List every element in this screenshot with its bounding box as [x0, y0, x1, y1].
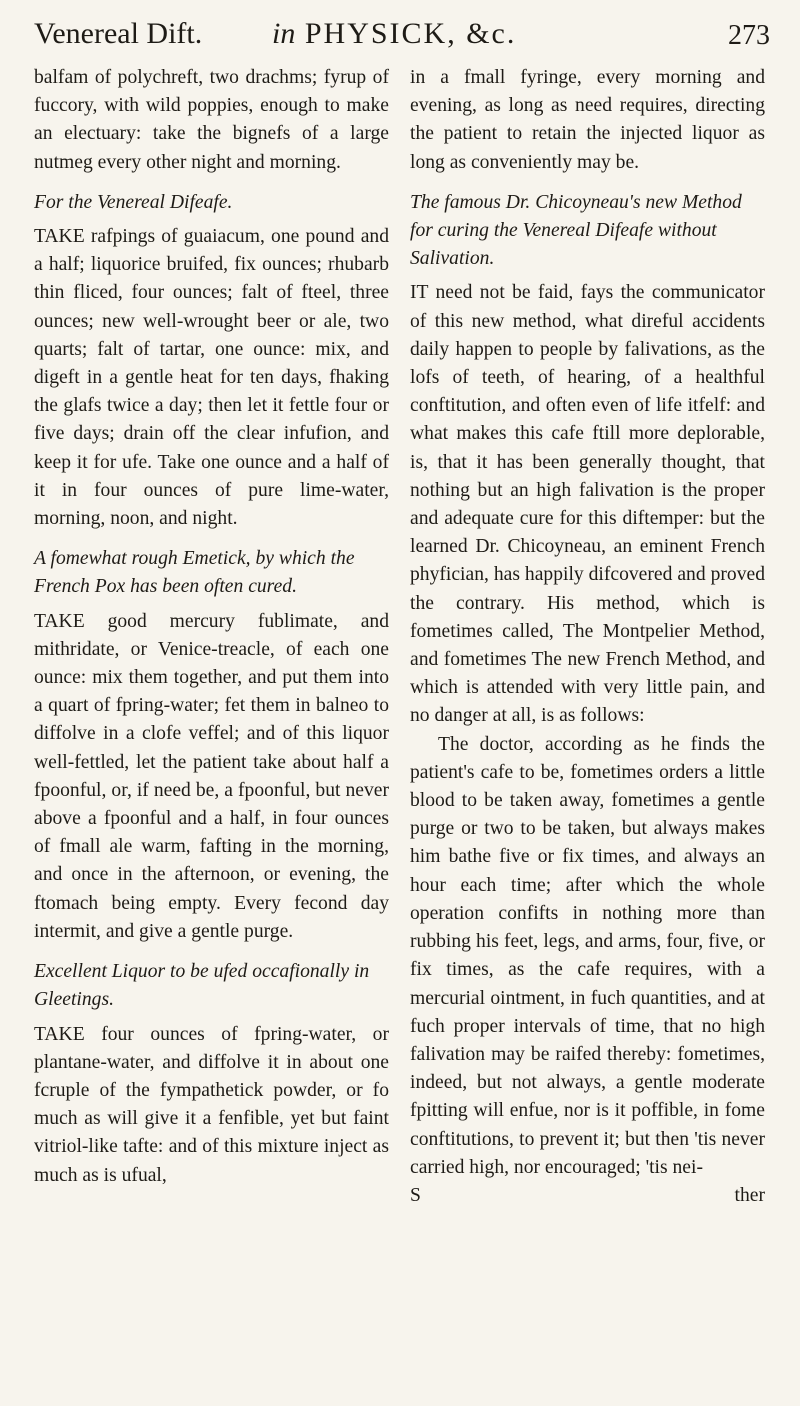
right-column [410, 64, 765, 1210]
running-head-section-text: PHYSICK, &c. [304, 17, 517, 50]
running-head [34, 14, 770, 54]
signature-mark: S [410, 1184, 421, 1206]
page-number: 273 [728, 20, 770, 51]
left-column [34, 64, 389, 1190]
method-procedure-text: The doctor, according as he finds the patient's cafe to be, fometimes orders a little blood to be taken away, fometimes a gentle purge or two to be taken, but always makes him bathe five or fix times, and always an hour each time; after which the whole operation confifts in nothing more than rubbing his feet, legs, and arms, four, five, or fix times, as the cafe requires, with a mercurial ointment, in fuch quantities, and at fuch proper intervals of time, that no high falivation may be raifed thereby: fometimes, indeed, but not always, a gentle moderate fpitting will enfue, nor is it poffible, in fome conftitutions, to prevent it; but then 'tis never carried high, nor encouraged; 'tis nei- [410, 733, 765, 1178]
method-heading-chicoyneau: The famous Dr. Chicoyneau's new Method for curing the Venereal Difeafe without Salivation. [410, 191, 742, 270]
method-intro-text: IT need not be faid, fays the communicator of this new method, what direful accidents daily happen to people by falivations, as the lofs of teeth, of hearing, of a healthful conftitution, and often even of life itfelf: and what makes this cafe ftill more deplorable, is, that it has been generally thought, that nothing but an high falivation is the proper and adequate cure for this diftemper: but the learned Dr. Chicoyneau, an eminent French phyfician, has happily difcovered and proved the contrary. His method, which is fometimes called, The Montpelier Method, and fometimes The new French Method, and which is attended with very little pain, and no danger at all, is as follows: [410, 282, 765, 727]
recipe-emetick-text: TAKE good mercury fublimate, and mithridate, or Venice-treacle, of each one ounce: mix them together, and put them into a quart of fpring-water; fet them in balneo to diffolve in a clofe veffel; and of this liquor well-fettled, let the patient take about half a fpoonful, or, if need be, a fpoonful, but never above a fpoonful and a half, in four ounces of fmall ale warm, fafting in the morning, and once in the afternoon, or evening, the ftomach being empty. Every fecond day intermit, and give a gentle purge. [34, 610, 389, 942]
catchword: ther [734, 1184, 765, 1206]
running-head-section [272, 14, 516, 54]
recipe-guaiacum-text: TAKE rafpings of guaiacum, one pound and a half; liquorice bruifed, fix ounces; rhubarb thin fliced, four ounces; falt of fteel, three ounces; new well-wrought beer or ale, two quarts; falt of tartar, one ounce: mix, and digeft in a gentle heat for ten days, fhaking the glafs twice a day; then let it fettle four or five days; drain off the clear infufion, and keep it for ufe. Take one ounce and a half of it in four ounces of pure lime-water, morning, noon, and night. [34, 226, 389, 530]
recipe-heading-gleetings: Excellent Liquor to be ufed occafionally in Gleetings. [34, 961, 370, 1011]
paragraph-continuation: balfam of polychreft, two drachms; fyrup of fuccory, with wild poppies, enough to make an electuary: take the bignefs of a large nutmeg every other night and morning. [34, 67, 389, 173]
paragraph-continuation-right: in a fmall fyringe, every morning and evening, as long as need requires, directing the patient to retain the injected liquor as long as conveniently may be. [410, 67, 765, 173]
recipe-gleetings-text: TAKE four ounces of fpring-water, or plantane-water, and diffolve it in about one fcruple of the fympathetick powder, or fo much as will give it a fenfible, yet but faint vitriol-like tafte: and of this mixture inject as much as is ufual, [34, 1023, 389, 1186]
recipe-heading-emetick: A fomewhat rough Emetick, by which the French Pox has been often cured. [34, 548, 355, 598]
signature-line [410, 1182, 765, 1210]
recipe-heading-venereal: For the Venereal Difeafe. [34, 191, 233, 213]
running-head-prefix: in [272, 17, 296, 50]
running-head-title: Venereal Dift. [34, 17, 203, 50]
